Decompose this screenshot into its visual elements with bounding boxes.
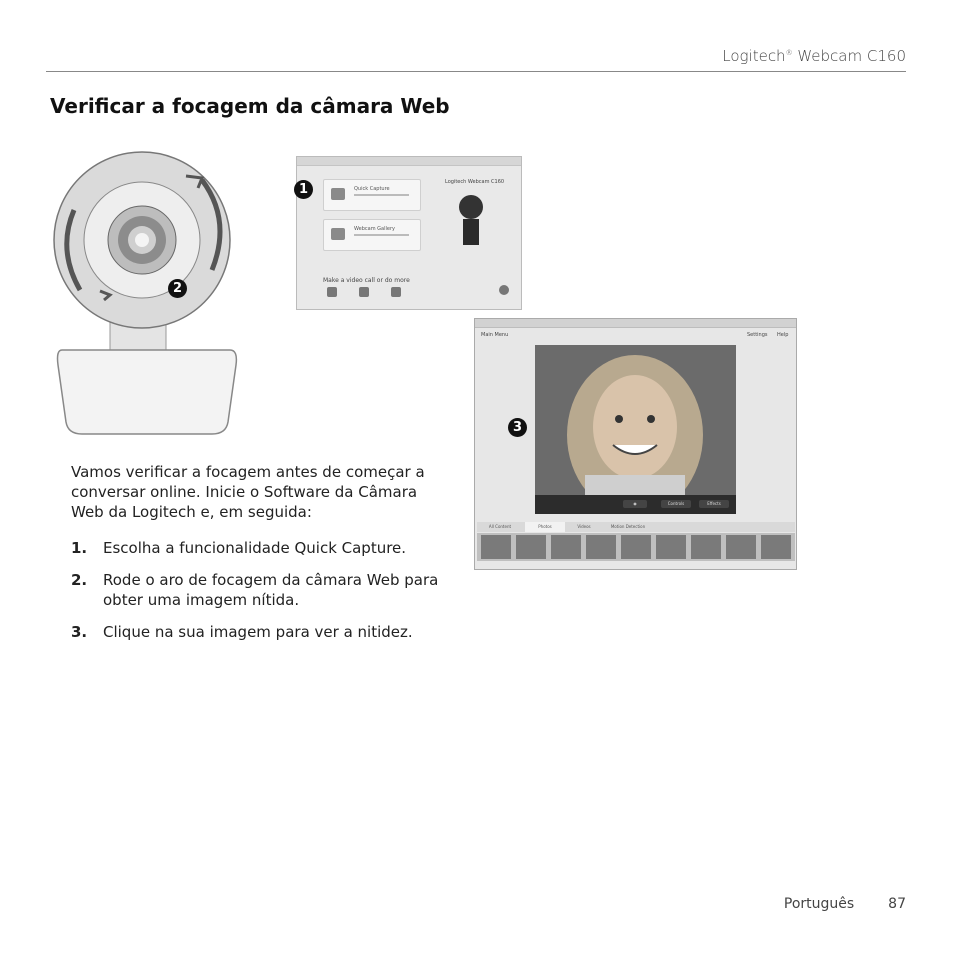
main-menu-link[interactable]: Main Menu [481,332,509,338]
callout-1: 1 [294,180,313,199]
photo-thumbnail[interactable] [761,535,791,559]
photo-thumbnail[interactable] [726,535,756,559]
quick-capture-tile[interactable] [323,179,421,211]
model-name: Webcam C160 [797,47,906,65]
intro-paragraph: Vamos verificar a focagem antes de começar a conversar online. Inicie o Software da Câmara Web da Logitech e, em seguida: [71,463,425,521]
window-titlebar [475,319,796,328]
webcam-illustration [52,150,242,440]
quick-capture-screen [474,318,797,570]
effects-button[interactable]: Effects [699,500,729,508]
step-text: Rode o aro de focagem da câmara Web para obter uma imagem nítida. [103,571,439,609]
step-2 [71,570,451,610]
step-number: 1. [71,539,88,557]
callout-3: 3 [508,418,527,437]
capture-control-bar [535,495,736,514]
brand-name: Logitech [722,47,786,65]
webcam-gallery-label: Webcam Gallery [354,226,395,232]
tab-all-content[interactable]: All Content [488,524,512,529]
page-title: Verificar a focagem da câmara Web [50,94,450,118]
step-number: 3. [71,623,88,641]
gallery-tabs [477,522,795,532]
steps-list [71,538,451,654]
step-number: 2. [71,571,88,589]
trademark: ® [785,49,793,57]
window-titlebar [297,157,521,166]
header-brand [722,47,906,65]
callout-2: 2 [168,279,187,298]
help-link[interactable]: Help [777,332,789,338]
step-text: Clique na sua imagem para ver a nitidez. [103,623,413,641]
make-video-call-label: Make a video call or do more [323,277,410,284]
live-preview-photo[interactable] [535,345,736,495]
photo-thumbnail[interactable] [586,535,616,559]
photo-thumbnail[interactable] [516,535,546,559]
video-effects-icon[interactable] [359,287,369,297]
gallery-icon [331,228,345,240]
quick-capture-label: Quick Capture [354,186,390,192]
tab-photos[interactable]: Photos [525,522,565,532]
header-rule [46,71,906,72]
tile-description [354,234,409,236]
photo-thumbnail[interactable] [691,535,721,559]
step-text: Escolha a funcionalidade Quick Capture. [103,539,407,557]
portrait-image [535,345,736,495]
page-number: 87 [888,896,906,912]
photo-thumbnail[interactable] [551,535,581,559]
footer-language: Português [783,896,855,912]
photo-thumbnail[interactable] [621,535,651,559]
capture-button[interactable]: ◉ [623,500,647,508]
controls-button[interactable]: Controls [661,500,691,508]
tab-motion-detection[interactable]: Motion Detection [610,524,646,529]
thumbnail-strip [477,533,795,561]
step-1 [71,538,451,558]
tab-videos[interactable]: Videos [577,524,591,529]
step-3 [71,622,451,642]
page-footer [784,896,906,912]
add-more-icon[interactable] [499,285,509,295]
settings-link[interactable]: Settings [747,332,768,338]
software-main-screen [296,156,522,310]
webcam-stand [463,219,479,245]
tile-description [354,194,409,196]
device-name: Logitech Webcam C160 [445,179,505,185]
photo-thumbnail[interactable] [481,535,511,559]
webcam-gallery-tile[interactable] [323,219,421,251]
video-call-icon[interactable] [327,287,337,297]
webcam-thumbnail [459,195,483,219]
upload-icon[interactable] [391,287,401,297]
camera-icon [331,188,345,200]
photo-thumbnail[interactable] [656,535,686,559]
